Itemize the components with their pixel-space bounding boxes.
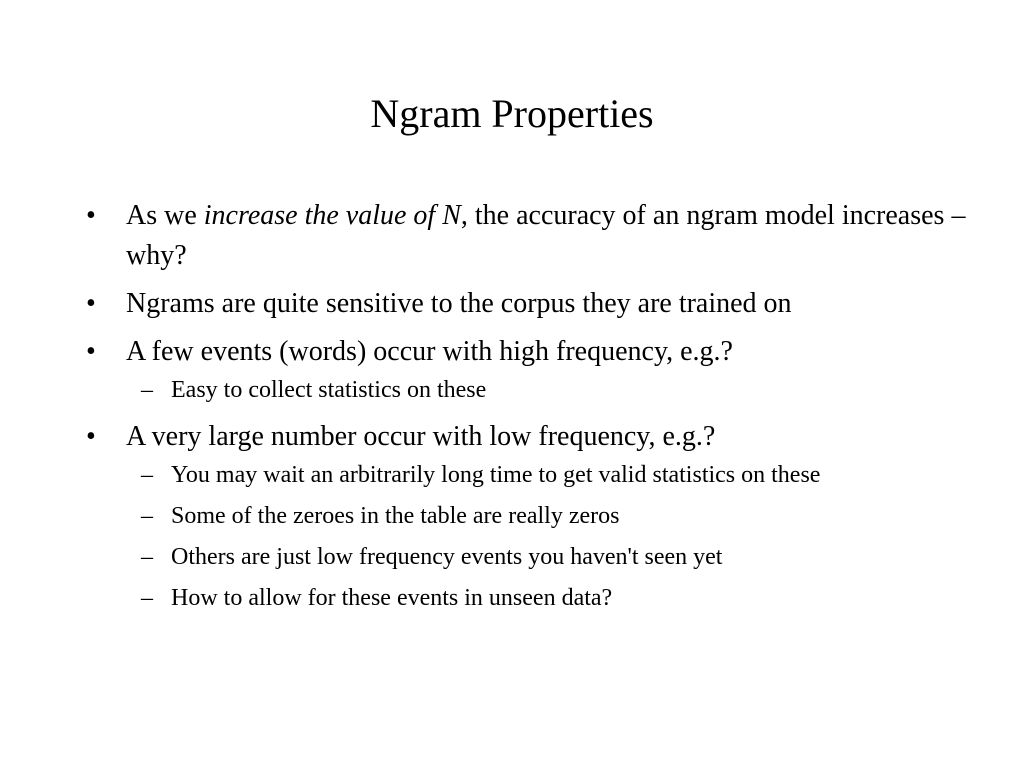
sub-bullet-item: [0, 582, 1024, 615]
bullet-marker: •: [86, 336, 96, 367]
bullet-text-lead: As we: [126, 200, 204, 231]
bullet-text: A very large number occur with low frequency, e.g.?: [126, 421, 716, 452]
bullet-item: [0, 196, 1024, 276]
sub-bullet-marker: –: [141, 585, 153, 611]
sub-bullet-marker: –: [141, 377, 153, 403]
bullet-item: [0, 284, 1024, 324]
bullet-marker: •: [86, 200, 96, 231]
slide-title: Ngram Properties: [370, 91, 654, 136]
bullet-item: [0, 417, 1024, 457]
bullet-list: [0, 196, 1024, 623]
sub-bullet-group: [0, 374, 1024, 407]
sub-bullet-text: You may wait an arbitrarily long time to get valid statistics on these: [171, 462, 821, 488]
sub-bullet-marker: –: [141, 503, 153, 529]
sub-bullet-marker: –: [141, 544, 153, 570]
sub-bullet-text: Others are just low frequency events you haven't seen yet: [171, 544, 723, 570]
sub-bullet-text: Some of the zeroes in the table are really zeros: [171, 503, 620, 529]
bullet-text-tail: , the accuracy of an ngram model increases – why?: [126, 200, 966, 271]
bullet-marker: •: [86, 421, 96, 452]
sub-bullet-text: How to allow for these events in unseen data?: [171, 585, 613, 611]
sub-bullet-list: [0, 374, 1024, 407]
sub-bullet-group: [0, 459, 1024, 615]
bullet-text: A few events (words) occur with high frequency, e.g.?: [126, 336, 733, 367]
bullet-item: [0, 332, 1024, 372]
sub-bullet-item: [0, 374, 1024, 407]
sub-bullet-marker: –: [141, 462, 153, 488]
bullet-text-italic: increase the value of N: [203, 200, 461, 231]
bullet-text: Ngrams are quite sensitive to the corpus they are trained on: [126, 288, 792, 319]
sub-bullet-text: Easy to collect statistics on these: [171, 377, 487, 403]
sub-bullet-item: [0, 541, 1024, 574]
bullet-marker: •: [86, 288, 96, 319]
sub-bullet-item: [0, 459, 1024, 492]
sub-bullet-list: [0, 459, 1024, 615]
sub-bullet-item: [0, 500, 1024, 533]
